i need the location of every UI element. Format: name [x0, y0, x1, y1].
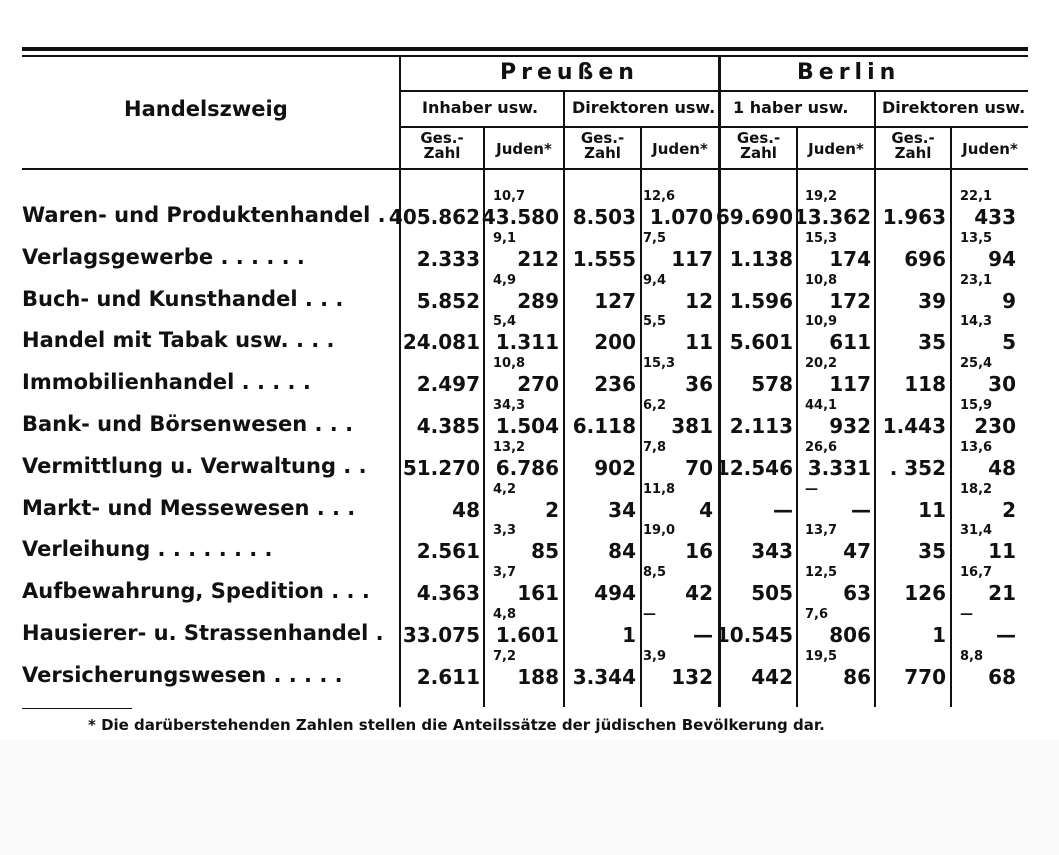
vline-p-dir-ges-juden [640, 126, 642, 707]
header-juden: Juden* [652, 140, 708, 158]
cell-value: 1.504 [495, 414, 559, 438]
header-juden: Juden* [962, 140, 1018, 158]
cell-percentage: 5,4 [493, 314, 517, 329]
cell-percentage: 19,5 [805, 649, 838, 664]
header-line-1 [400, 90, 1028, 92]
cell-value: 39 [918, 289, 946, 313]
cell-percentage: 5,5 [643, 314, 667, 329]
header-line-3 [22, 168, 1028, 170]
row-label: Verlagsgewerbe . . . . . . [22, 245, 305, 269]
cell-percentage: 25,4 [960, 356, 993, 371]
cell-value: — [693, 623, 713, 647]
cell-value: 70 [685, 456, 713, 480]
cell-value: 1.443 [882, 414, 946, 438]
cell-percentage: 26,6 [805, 440, 838, 455]
cell-percentage: 9,1 [493, 231, 517, 246]
header-juden: Juden* [808, 140, 864, 158]
header-direktoren-berlin: Direktoren usw. [882, 98, 1026, 117]
cell-value: 270 [517, 372, 559, 396]
cell-percentage: 19,2 [805, 189, 838, 204]
cell-value: 4.385 [416, 414, 480, 438]
cell-percentage: 15,3 [643, 356, 676, 371]
cell-percentage: 23,1 [960, 273, 993, 288]
cell-value: 68 [988, 665, 1016, 689]
header-preussen: Preußen [500, 60, 639, 85]
cell-percentage: 19,0 [643, 523, 676, 538]
cell-percentage: 3,9 [643, 649, 667, 664]
cell-value: 47 [843, 539, 871, 563]
footnote-text: * Die darüberstehenden Zahlen stellen die Anteilssätze der jüdischen Bevölkerung dar. [88, 716, 825, 734]
cell-value: 69.690 [715, 205, 793, 229]
row-label: Versicherungswesen . . . . . [22, 663, 343, 687]
cell-value: 806 [829, 623, 871, 647]
cell-percentage: 10,9 [805, 314, 838, 329]
vline-b-dir-ges-juden [950, 126, 952, 707]
cell-value: 343 [751, 539, 793, 563]
cell-percentage: 10,7 [493, 189, 526, 204]
cell-value: 172 [829, 289, 871, 313]
cell-value: 212 [517, 247, 559, 271]
cell-value: 9 [1002, 289, 1016, 313]
cell-value: 132 [671, 665, 713, 689]
cell-value: 1 [622, 623, 636, 647]
cell-percentage: 7,2 [493, 649, 517, 664]
cell-percentage: 13,5 [960, 231, 993, 246]
cell-value: 12.546 [715, 456, 793, 480]
header-ges-zahl: Ges.- Zahl [420, 129, 464, 162]
cell-value: 5.601 [729, 330, 793, 354]
row-label: Hausierer- u. Strassenhandel . [22, 621, 384, 645]
cell-value: 236 [594, 372, 636, 396]
cell-value: 12 [685, 289, 713, 313]
header-ges-zahl: Ges.- Zahl [891, 129, 935, 162]
cell-value: 4 [699, 498, 713, 522]
cell-value: 10.545 [715, 623, 793, 647]
cell-percentage: 10,8 [493, 356, 526, 371]
row-label: Immobilienhandel . . . . . [22, 370, 311, 394]
cell-value: 24.081 [402, 330, 480, 354]
cell-value: 932 [829, 414, 871, 438]
cell-percentage: 16,7 [960, 565, 993, 580]
cell-value: 33.075 [402, 623, 480, 647]
cell-percentage: 4,8 [493, 607, 517, 622]
cell-percentage: 7,6 [805, 607, 829, 622]
top-rule-thick [22, 47, 1028, 51]
cell-value: 5.852 [416, 289, 480, 313]
cell-value: 126 [904, 581, 946, 605]
cell-value: 289 [517, 289, 559, 313]
cell-percentage: 6,2 [643, 398, 667, 413]
cell-value: 2.611 [416, 665, 480, 689]
cell-percentage: 15,9 [960, 398, 993, 413]
cell-percentage: 18,2 [960, 482, 993, 497]
cell-value: 30 [988, 372, 1016, 396]
cell-percentage: — [643, 607, 656, 622]
cell-value: 200 [594, 330, 636, 354]
cell-value: 161 [517, 581, 559, 605]
cell-value: 611 [829, 330, 871, 354]
cell-value: 13.362 [793, 205, 871, 229]
header-inhaber-berlin: 1 haber usw. [733, 98, 849, 117]
cell-value: 405.862 [388, 205, 480, 229]
cell-value: 578 [751, 372, 793, 396]
cell-value: 117 [671, 247, 713, 271]
cell-percentage: 4,9 [493, 273, 517, 288]
cell-value: 11 [918, 498, 946, 522]
cell-value: 505 [751, 581, 793, 605]
cell-value: 433 [974, 205, 1016, 229]
cell-value: 118 [904, 372, 946, 396]
cell-value: 902 [594, 456, 636, 480]
cell-value: 84 [608, 539, 636, 563]
cell-value: 3.331 [807, 456, 871, 480]
cell-value: 34 [608, 498, 636, 522]
cell-percentage: 13,2 [493, 440, 526, 455]
row-label: Buch- und Kunsthandel . . . [22, 287, 344, 311]
cell-value: 85 [531, 539, 559, 563]
cell-percentage: 8,8 [960, 649, 984, 664]
vline-p-inh-dir [563, 90, 565, 707]
cell-percentage: 3,7 [493, 565, 517, 580]
cell-value: 2 [545, 498, 559, 522]
cell-percentage: 12,6 [643, 189, 676, 204]
cell-percentage: 13,7 [805, 523, 838, 538]
cell-value: 174 [829, 247, 871, 271]
cell-percentage: 7,5 [643, 231, 667, 246]
cell-percentage: 20,2 [805, 356, 838, 371]
cell-value: 6.118 [572, 414, 636, 438]
cell-value: — [851, 498, 871, 522]
cell-percentage: 11,8 [643, 482, 676, 497]
cell-value: 381 [671, 414, 713, 438]
row-label: Verleihung . . . . . . . . [22, 537, 273, 561]
cell-value: 188 [517, 665, 559, 689]
row-label: Markt- und Messewesen . . . [22, 496, 356, 520]
header-line-2 [400, 126, 1028, 128]
cell-value: — [773, 498, 793, 522]
row-label: Bank- und Börsenwesen . . . [22, 412, 354, 436]
cell-percentage: 10,8 [805, 273, 838, 288]
header-juden: Juden* [496, 140, 552, 158]
cell-percentage: 3,3 [493, 523, 517, 538]
cell-value: 3.344 [572, 665, 636, 689]
cell-percentage: 22,1 [960, 189, 993, 204]
cell-value: 1 [932, 623, 946, 647]
cell-value: 442 [751, 665, 793, 689]
header-handelszweig: Handelszweig [124, 97, 288, 121]
cell-value: 43.580 [481, 205, 559, 229]
vline-b-inh-dir [874, 90, 876, 707]
cell-value: 127 [594, 289, 636, 313]
cell-value: — [996, 623, 1016, 647]
cell-value: 35 [918, 539, 946, 563]
cell-percentage: 34,3 [493, 398, 526, 413]
cell-value: 1.601 [495, 623, 559, 647]
footnote-rule [22, 708, 132, 709]
cell-value: 1.311 [495, 330, 559, 354]
cell-value: 1.596 [729, 289, 793, 313]
cell-value: 51.270 [402, 456, 480, 480]
cell-value: 4.363 [416, 581, 480, 605]
cell-value: . 352 [889, 456, 946, 480]
cell-percentage: 14,3 [960, 314, 993, 329]
cell-value: 94 [988, 247, 1016, 271]
cell-value: 48 [988, 456, 1016, 480]
cell-value: 2.113 [729, 414, 793, 438]
cell-value: 8.503 [572, 205, 636, 229]
cell-percentage: 4,2 [493, 482, 517, 497]
cell-value: 42 [685, 581, 713, 605]
row-label: Waren- und Produktenhandel . [22, 203, 386, 227]
cell-value: 1.555 [572, 247, 636, 271]
cell-value: 6.786 [495, 456, 559, 480]
page-bottom-margin [0, 740, 1059, 855]
cell-value: 494 [594, 581, 636, 605]
cell-value: 1.070 [649, 205, 713, 229]
cell-percentage: 31,4 [960, 523, 993, 538]
top-rule-thin [22, 55, 1028, 57]
header-berlin: Berlin [797, 60, 901, 85]
cell-percentage: — [805, 482, 818, 497]
cell-value: 2.561 [416, 539, 480, 563]
cell-value: 21 [988, 581, 1016, 605]
cell-percentage: 12,5 [805, 565, 838, 580]
cell-value: 117 [829, 372, 871, 396]
cell-percentage: 8,5 [643, 565, 667, 580]
cell-value: 230 [974, 414, 1016, 438]
row-label: Vermittlung u. Verwaltung . . [22, 454, 367, 478]
cell-value: 5 [1002, 330, 1016, 354]
cell-value: 11 [685, 330, 713, 354]
cell-value: 16 [685, 539, 713, 563]
cell-value: 35 [918, 330, 946, 354]
cell-value: 696 [904, 247, 946, 271]
cell-percentage: 9,4 [643, 273, 667, 288]
cell-percentage: 7,8 [643, 440, 667, 455]
cell-value: 86 [843, 665, 871, 689]
row-label: Aufbewahrung, Spedition . . . [22, 579, 370, 603]
cell-value: 2.497 [416, 372, 480, 396]
cell-value: 1.138 [729, 247, 793, 271]
cell-value: 2.333 [416, 247, 480, 271]
cell-percentage: 13,6 [960, 440, 993, 455]
cell-percentage: 15,3 [805, 231, 838, 246]
row-label: Handel mit Tabak usw. . . . [22, 328, 335, 352]
cell-percentage: — [960, 607, 973, 622]
cell-value: 2 [1002, 498, 1016, 522]
cell-value: 1.963 [882, 205, 946, 229]
cell-value: 48 [452, 498, 480, 522]
header-ges-zahl: Ges.- Zahl [580, 129, 625, 162]
header-ges-zahl: Ges.- Zahl [736, 129, 781, 162]
cell-value: 63 [843, 581, 871, 605]
header-direktoren-preussen: Direktoren usw. [572, 98, 716, 117]
cell-value: 11 [988, 539, 1016, 563]
cell-value: 770 [904, 665, 946, 689]
cell-percentage: 44,1 [805, 398, 838, 413]
header-inhaber-preussen: Inhaber usw. [422, 98, 539, 117]
cell-value: 36 [685, 372, 713, 396]
